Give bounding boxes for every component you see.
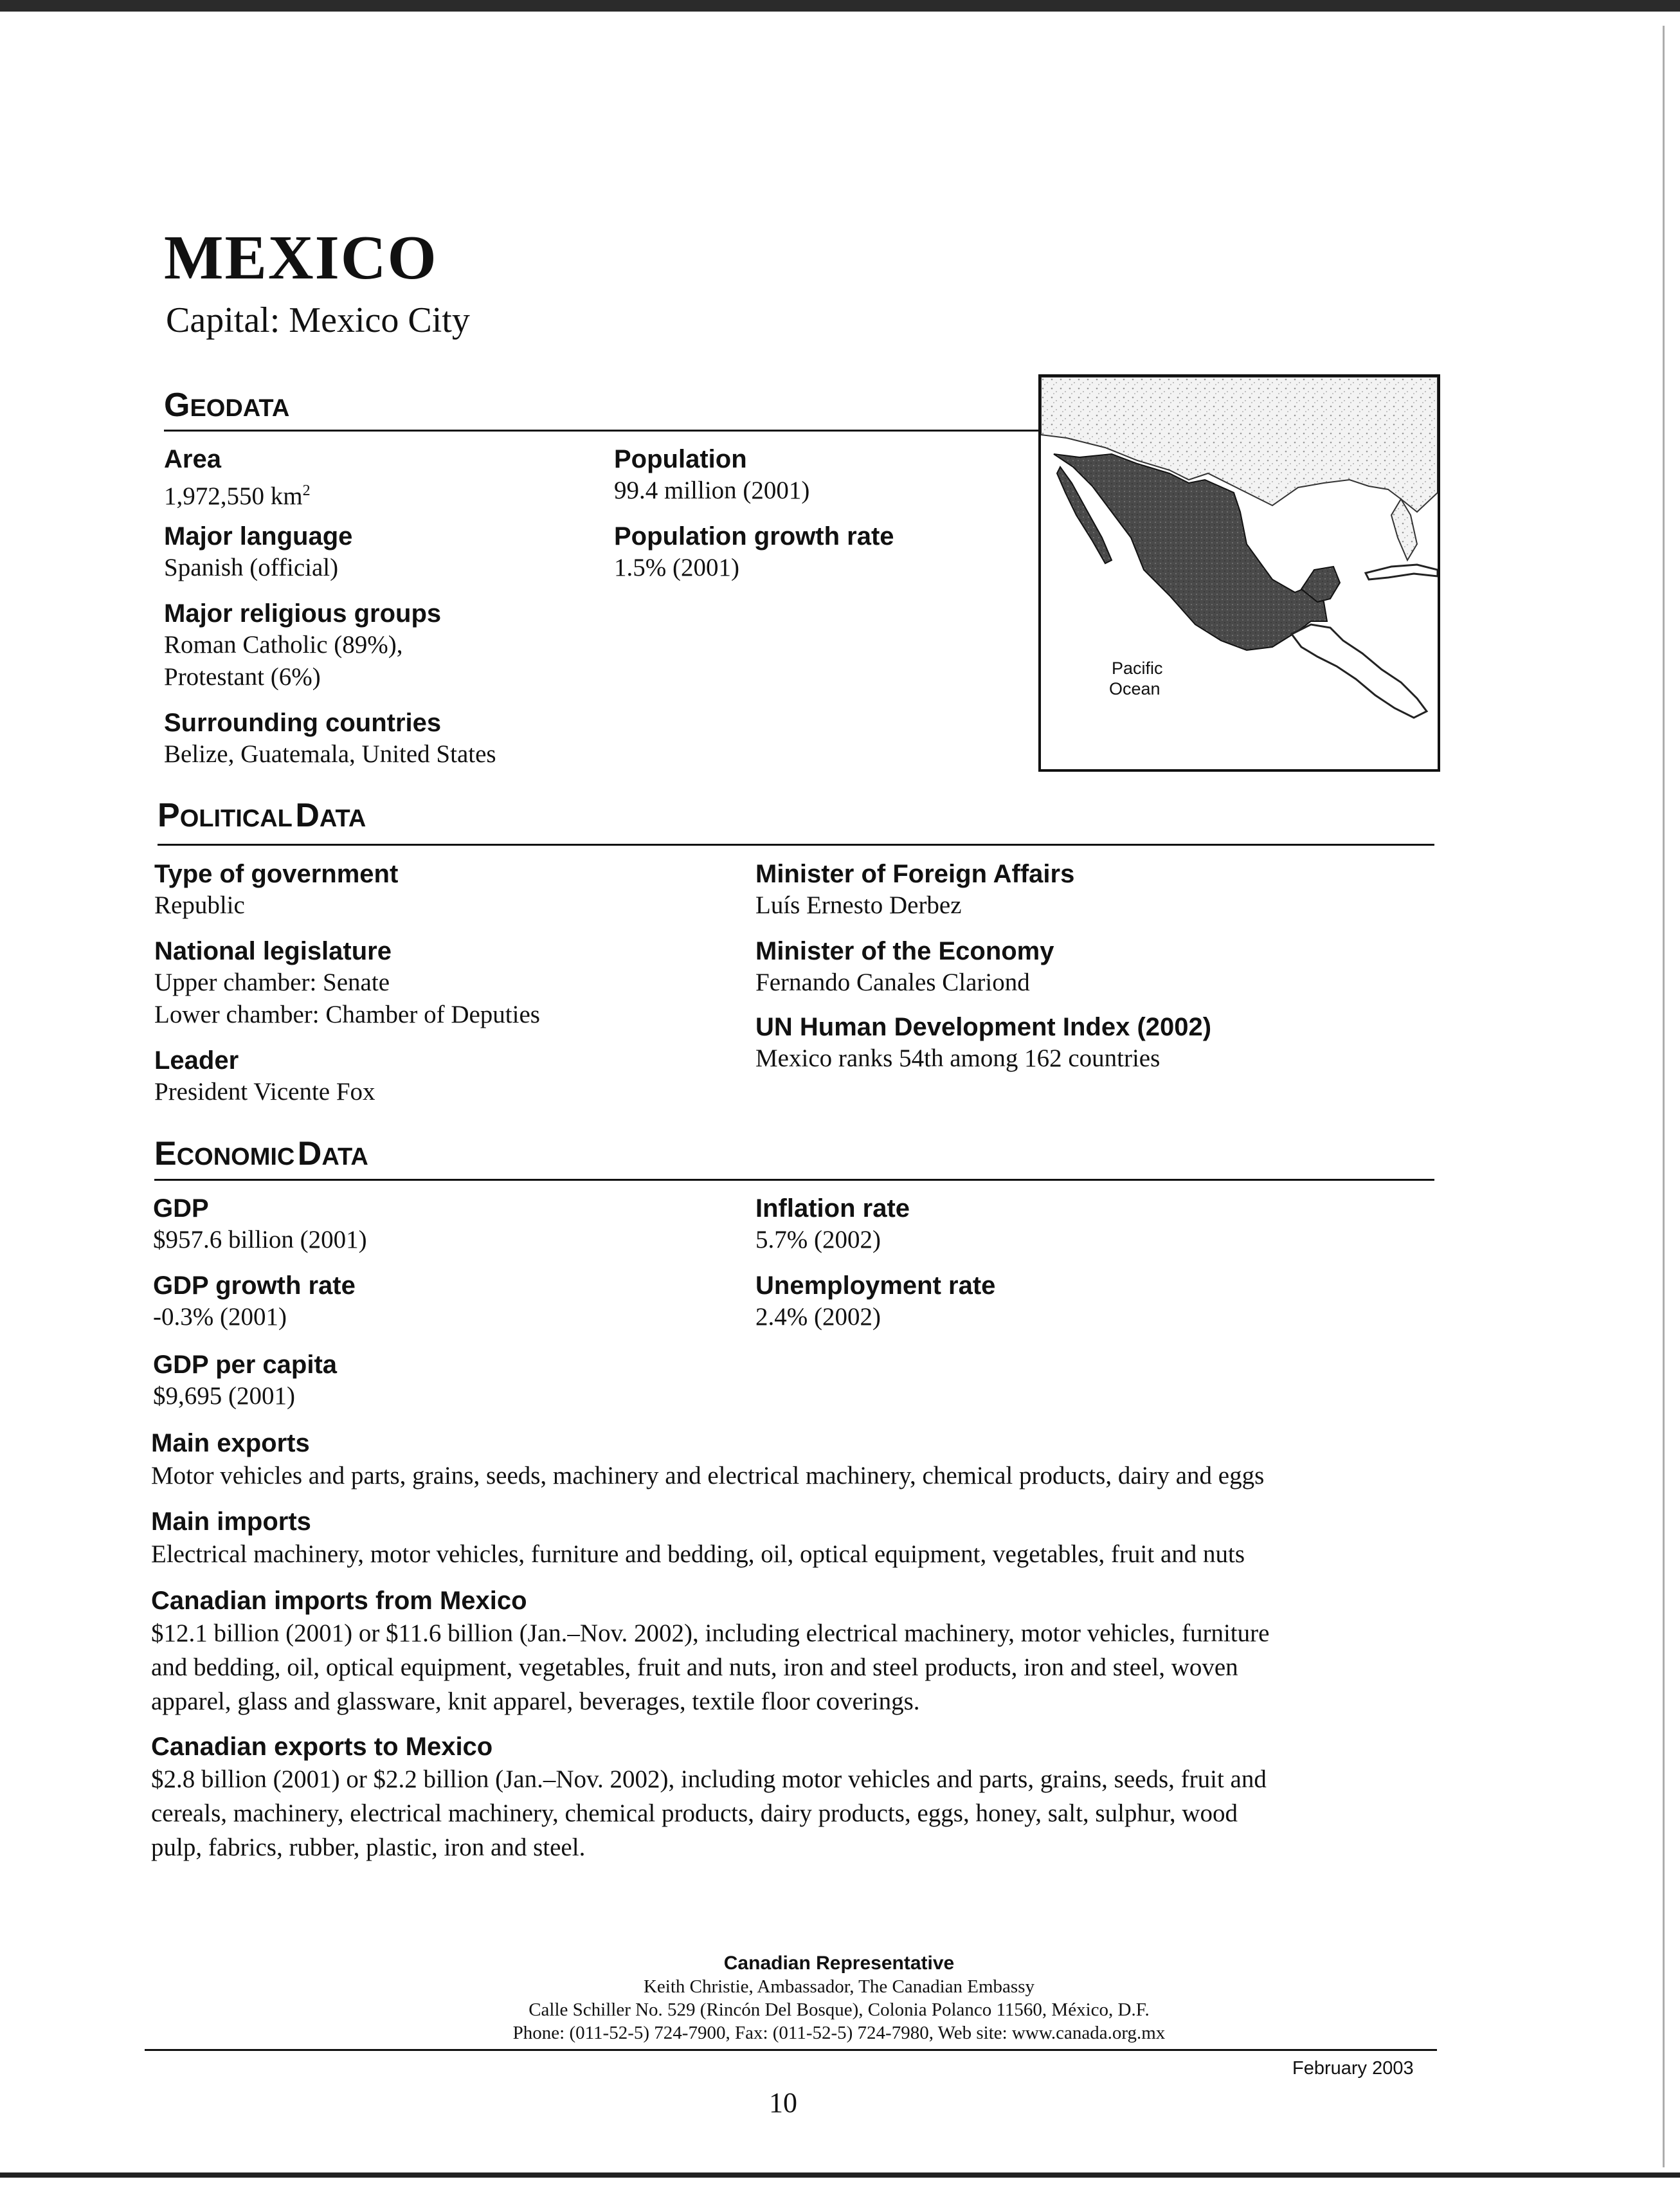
foreign-affairs-field: Minister of Foreign Affairs Luís Ernesto Derbez — [755, 860, 1075, 919]
economic-heading: ECONOMIC DATA — [154, 1135, 368, 1172]
central-america — [1292, 624, 1427, 718]
main-imports-field: Main imports Electrical machinery, motor vehicles, furniture and bedding, oil, optical equipment, vegetables, fruit and nuts — [151, 1507, 1245, 1568]
religious-groups-field: Major religious groups Roman Catholic (89%), Protestant (6%) — [164, 599, 442, 691]
footer-heading: Canadian Representative — [723, 1953, 955, 1974]
leader-field: Leader President Vicente Fox — [154, 1046, 375, 1106]
unemployment-field: Unemployment rate 2.4% (2002) — [755, 1271, 996, 1331]
gdp-per-capita-field: GDP per capita $9,695 (2001) — [153, 1351, 338, 1410]
footer-ambassador: Keith Christie, Ambassador, The Canadian Embassy — [643, 1976, 1034, 1997]
economic-rule — [154, 1179, 1434, 1181]
legislature-field: National legislature Upper chamber: Senate Lower chamber: Chamber of Deputies — [154, 937, 540, 1028]
inflation-field: Inflation rate 5.7% (2002) — [755, 1194, 910, 1253]
main-exports-field: Main exports Motor vehicles and parts, grains, seeds, machinery and electrical machinery, chemical products, dairy and eggs — [151, 1429, 1265, 1489]
footer-block — [164, 1952, 1514, 2045]
government-type-field: Type of government Republic — [154, 860, 399, 919]
footer-rule — [145, 2049, 1437, 2051]
cuba — [1366, 565, 1438, 579]
scan-edge-top — [0, 0, 1680, 12]
surrounding-countries-field: Surrounding countries Belize, Guatemala, United States — [164, 709, 496, 768]
political-heading: POLITICAL DATA — [158, 797, 366, 834]
scan-edge-right — [1663, 26, 1665, 2167]
footer-date: February 2003 — [1292, 2058, 1414, 2079]
hdi-field: UN Human Development Index (2002) Mexico ranks 54th among 162 countries — [755, 1013, 1212, 1072]
ocean-label-1: Pacific — [1112, 659, 1163, 678]
footer-contact: Phone: (011-52-5) 724-7900, Fax: (011-52-5) 724-7980, Web site: www.canada.org.mx — [512, 2023, 1166, 2043]
canadian-exports-field: Canadian exports to Mexico $2.8 billion (2001) or $2.2 billion (Jan.–Nov. 2002), including motor vehicles and parts, grains, seeds, fruit and cereals, machinery, electrical machinery, chemical products, dairy products, eggs, honey, salt, sulphur, wood pulp, fabrics, rubber, plastic, iron and steel. — [151, 1733, 1267, 1861]
page-number: 10 — [769, 2087, 797, 2118]
area-field: Area 1,972,550 $km^2$ — [164, 445, 311, 510]
capital-line: Capital: Mexico City — [166, 300, 470, 340]
geodata-heading: GEODATA — [164, 387, 290, 424]
map-drawing — [1041, 377, 1438, 769]
economy-minister-field: Minister of the Economy Fernando Canales Clariond — [755, 937, 1054, 996]
location-map — [1038, 374, 1440, 772]
footer-address: Calle Schiller No. 529 (Rincón Del Bosque), Colonia Polanco 11560, México, D.F. — [528, 1999, 1150, 2020]
population-growth-field: Population growth rate 1.5% (2001) — [614, 522, 894, 581]
major-language-field: Major language Spanish (official) — [164, 522, 353, 581]
page-title: MEXICO — [164, 223, 438, 293]
canadian-imports-field: Canadian imports from Mexico $12.1 billion (2001) or $11.6 billion (Jan.–Nov. 2002), including electrical machinery, motor vehicles, furniture and bedding, oil, optical equipment, vegetables, fruit and nuts, iron and steel products, iron and steel, woven apparel, glass and glassware, knit apparel, beverages, textile floor coverings. — [151, 1587, 1270, 1715]
population-field: Population 99.4 million (2001) — [614, 445, 810, 504]
scan-edge-bottom — [0, 2172, 1680, 2178]
gdp-field: GDP $957.6 billion (2001) — [153, 1194, 367, 1253]
geodata-rule — [164, 430, 1040, 432]
ocean-label-2: Ocean — [1109, 679, 1161, 698]
political-rule — [158, 844, 1434, 846]
gdp-growth-field: GDP growth rate -0.3% (2001) — [153, 1271, 356, 1331]
